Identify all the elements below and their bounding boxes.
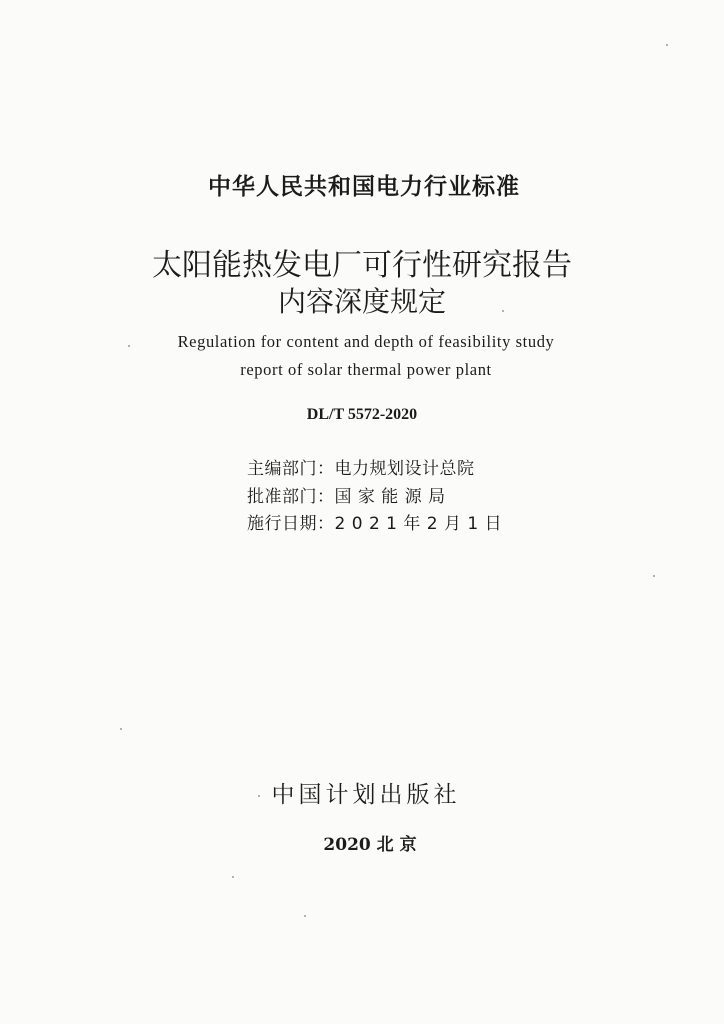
chinese-title-line-2: 内容深度规定 [277, 285, 446, 318]
chinese-title-line-1: 太阳能热发电厂可行性研究报告 [152, 248, 572, 283]
effective-date: 施行日期：2 0 2 1 年 2 月 1 日 [247, 514, 503, 534]
english-title-line-2: report of solar thermal power plant [240, 360, 492, 379]
approval-department: 批准部门：国 家 能 源 局 [247, 487, 446, 507]
scan-speck [653, 575, 655, 577]
publisher-name: 中国计划出版社 [271, 782, 461, 808]
editor-department: 主编部门：电力规划设计总院 [247, 459, 475, 479]
scan-speck [128, 345, 130, 347]
scan-speck [258, 795, 260, 797]
scan-speck [502, 310, 504, 312]
scan-speck [666, 44, 668, 46]
standard-code: DL/T 5572-2020 [306, 406, 418, 423]
publication-year-place: 2020 北 京 [323, 835, 417, 855]
issuing-body: 中华人民共和国电力行业标准 [208, 174, 520, 200]
scan-speck [120, 728, 122, 730]
scan-speck [232, 876, 234, 878]
english-title-line-1: Regulation for content and depth of feasibility study [177, 332, 555, 351]
scan-speck [304, 915, 306, 917]
